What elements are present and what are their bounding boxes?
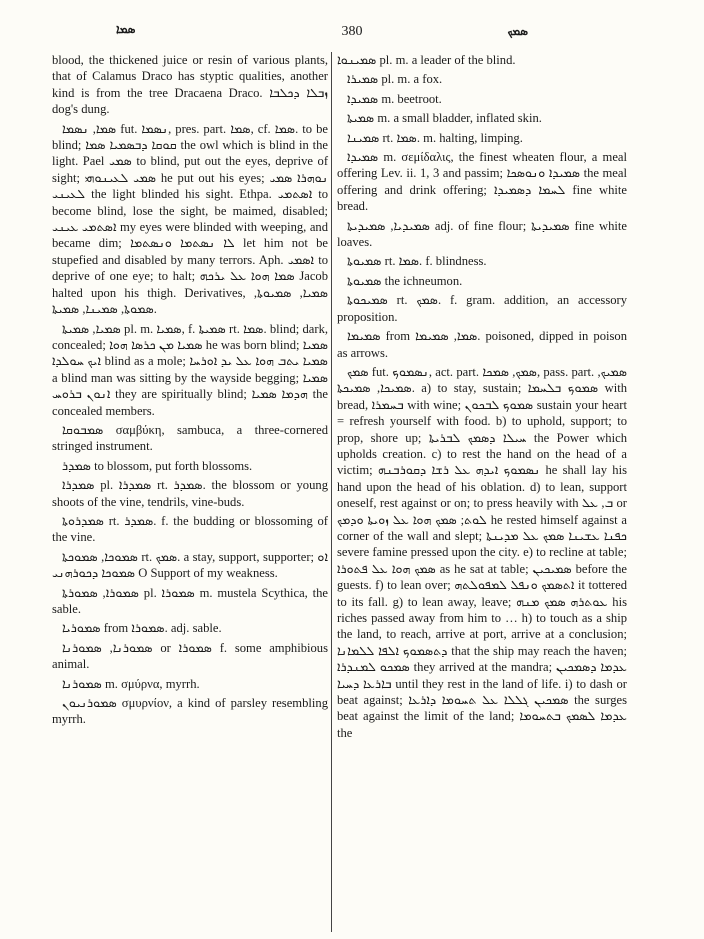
dictionary-entry: ܣܡܘܪܢܝܘܢ σμυρνίον, a kind of parsley resembling myrrh.: [52, 696, 328, 727]
dictionary-entry: ܣܡܝܘܬܐ the ichneumon.: [347, 273, 463, 288]
dictionary-entry: ܣܡܐ, ܢܣܡܐ fut. ܢܣܡܐ, pres. part. ܣܡܐ, cf. ܣܡܐ. to be blind; ܩܘܩܐ ܕܒܣܡܝܐ ܣܡܐ the owl which is blind in the light. Pael ܣܡܝ to blind, put out the eyes, deprive of sight; ܣܡܝ ܠܥܝܢܘܗܝ he put out his eyes; ܢܘܗܪܐ ܣܡܝ ܠܥܝܢܝ the light blinded his sight. Ethpa. ܐܣܬܡܝ to become blind, lose the sight, be maimed, disabled; ܐܣܬܡܝ ܥܝܢܝ my eyes were blinded with weeping, and became dim; ܠܐ ܢܣܬܡܐ ܘܢܣܬܡܐ let him not be stupefied and disabled by many terrors. Aph. ܐܣܡܝ to deprive of one eye; to halt; ܣܡܐ ܗܘܐ ܥܠ ܝܪܟܗ Jacob halted upon his thigh. Derivatives, ܣܡܝܐ, ܣܡܝܘܬܐ, ܣܡܘܬܐ, ܣܡܝܢܐ, ܣܡܝܬܐ.: [52, 121, 329, 317]
dictionary-entry: ܣܡܝܡܐ from ܣܡܐ, ܣܡܝܡܐ. poisoned, dipped in poison as arrows.: [337, 329, 627, 360]
dictionary-entry: ܣܡܝܘܬܐ rt. ܣܡܐ. f. blindness.: [347, 254, 487, 269]
page-header: [56, 22, 648, 46]
running-headword-right: ܣܡܟ: [507, 24, 528, 38]
dictionary-entry: ܣܡܟ fut. ܢܣܡܘܟ, act. part. ܣܡܟ, ܣܡܟܐ, pass. part. ܣܡܝܟ, ܣܡܝܟܐ, ܣܡܝܟܬܐ. a) to stay, sustain; ܣܡܘܟ ܒܠܚܡܐ with bread, ܒܚܡܪܐ with wine; ܣܡܘܟ ܠܒܟܘܢ sustain your heart = refresh yourself with food. b) to uphold, support; to prop, shore up; ܚܝܠܐ ܕܣܡܟ ܠܒܪܝܬܐ the Power which upholds creation. c) to rest the hand on the head of a victim; ܢܣܡܘܟ ܐܝܕܗ ܥܠ ܪܫܐ ܕܩܘܪܒܢܗ he shall lay his hand upon the head of his oblation. d) to lean, support oneself, rest against or on; to press heavily with ܒ, ܥܠ or ܠܘܬ; ܣܡܟ ܗܘܐ ܥܠ ܙܘܝܬܐ ܘܕܡܟ he rested himself against a corner of the wall and slept; ܟܦܢܐ ܥܫܝܢܐ ܣܡܟ ܥܠ ܡܕܝܢܬܐ severe famine pressed upon the city. e) to recline at table; ܣܡܟ ܗܘܐ ܥܠ ܦܬܘܪܐ as he sat at table; ܣܡܝܟܝܢ before the guests. f) to lean over; ܐܬܣܡܟ ܘܢܦܠ ܠܡܦܘܠܬܗ it tottered to its fall. g) to lean away, leave; ܥܘܬܪܗ ܣܡܟ ܡܢܗ his riches passed away from him to … h) to touch as a ship the land, to reach, arrive at port, arrive at a conclusion; ܕܬܣܡܘܟ ܐܠܦܐ ܠܠܡܐܢܐ that the ship may reach the haven; ܣܡܟܘ ܠܡܢܕܪܐ they arrived at the mandra; ܥܕܡܐ ܕܣܡܟܝܢ ܒܐܪܥܐ ܕܚܝܐ until they rest in the land of life. i) to dash or beat against; ܣܡܟܝܢ ܓܠܠܐ ܥܠ ܬܚܘܡܐ ܕܐܪܥܐ the surges beat against the limit of the land; ܥܕܡܐ ܠܣܡܟ ܒܬܚܘܡܐ the: [337, 364, 628, 740]
dictionary-entry: ܣܡܝܪܐ pl. m. a fox.: [347, 72, 443, 87]
dictionary-entry: ܣܡܝܐ, ܣܡܝܬܐ pl. m. ܣܡܝܐ, f. ܣܡܝܬܐ rt. ܣܡܐ. blind; dark, concealed; ܣܡܝܐ ܡܢ ܟܪܣܐ ܗܘܐ he was born blind; ܣܡܝܐ ܐܝܟ ܚܘܠܕܐ blind as a mole; ܣܡܝܐ ܝܬܒ ܗܘܐ ܥܠ ܝܕ ܐܘܪܚܐ a blind man was sitting by the wayside begging; ܣܡܝܐ ܐܢܘܢ ܒܪܘܚ they are spiritually blind; ܗܕܡܐ ܣܡܝܐ the concealed members.: [52, 321, 329, 418]
right-column: [337, 52, 627, 744]
dictionary-entry: ܣܡܝܬܐ m. a small bladder, inflated skin.: [347, 111, 542, 126]
dictionary-entry: ܣܡܘܪܢܐ m. σμύρνα, myrrh.: [62, 676, 200, 691]
dictionary-entry: ܣܡܝܕܐ m. beetroot.: [347, 91, 442, 106]
dictionary-entry: ܣܡܝܟܘܬܐ rt. ܣܡܟ. f. gram. addition, an accessory proposition.: [337, 293, 628, 324]
dictionary-entry: ܣܡܝܕܝܐ, ܣܡܝܕܝܬܐ adj. of fine flour; ܣܡܝܕܝܬܐ fine white loaves.: [337, 218, 627, 250]
dictionary-entry: ܣܡܝܢܘܐ pl. m. a leader of the blind.: [337, 53, 516, 67]
dictionary-entry: ܣܡܘܪܐ, ܣܡܘܪܬܐ pl. ܣܡܘܪܐ m. mustela Scythica, the sable.: [52, 585, 329, 616]
left-column: [52, 52, 328, 731]
dictionary-entry: ܣܡܘܪܝܐ from ܣܡܘܪܐ. adj. sable.: [62, 621, 222, 636]
dictionary-entry: ܣܡܕܪܘܬܐ rt. ܣܡܕܪ. f. the budding or blossoming of the vine.: [52, 513, 329, 545]
dictionary-entry: ܣܡܘܪܢܐ, ܣܡܘܪܢܐ or ܣܡܘܪܐ f. some amphibious animal.: [52, 640, 328, 672]
dictionary-entry: ܣܡܕܪܐ pl. ܣܡܕܪܐ rt. ܣܡܕܪ. the blossom or young shoots of the vine, tendrils, vine-buds.: [52, 478, 328, 509]
dictionary-entry: ܣܡܘܟܐ, ܣܡܘܟܬܐ rt. ܣܡܟ. a stay, support, supporter; ܐܘ ܣܡܘܟܐ ܕܟܘܪܗܢܝ O Support of my weakness.: [52, 549, 328, 581]
dictionary-entry: ܣܡܕܪ to blossom, put forth blossoms.: [62, 458, 253, 473]
page-number: 380: [341, 24, 363, 39]
dictionary-entry: ܣܡܝܕܐ m. σεμίδαλις, the finest wheaten flour, a meal offering Lev. ii. 1, 3 and passim; ܣܡܝܕܐ ܘܢܘܣܟܐ the meal offering and drink offering; ܠܚܡܐ ܕܣܡܝܕܐ fine white bread.: [337, 150, 627, 214]
column-divider: [331, 52, 332, 932]
dictionary-entry: blood, the thickened juice or resin of various plants, that of Calamus Draco has styptic qualities, another kind is from the tree Dracaena Draco. ܙܒܠܐ ܕܟܠܒܐ dog's dung.: [52, 53, 328, 117]
running-headword-left: ܣܡܐ: [116, 22, 136, 36]
dictionary-entry: ܣܡܝܢܐ rt. ܣܡܐ. m. halting, limping.: [347, 130, 523, 145]
dictionary-entry: ܣܡܒܘܩܐ σαμβύκη, sambuca, a three-cornered stringed instrument.: [52, 422, 328, 454]
